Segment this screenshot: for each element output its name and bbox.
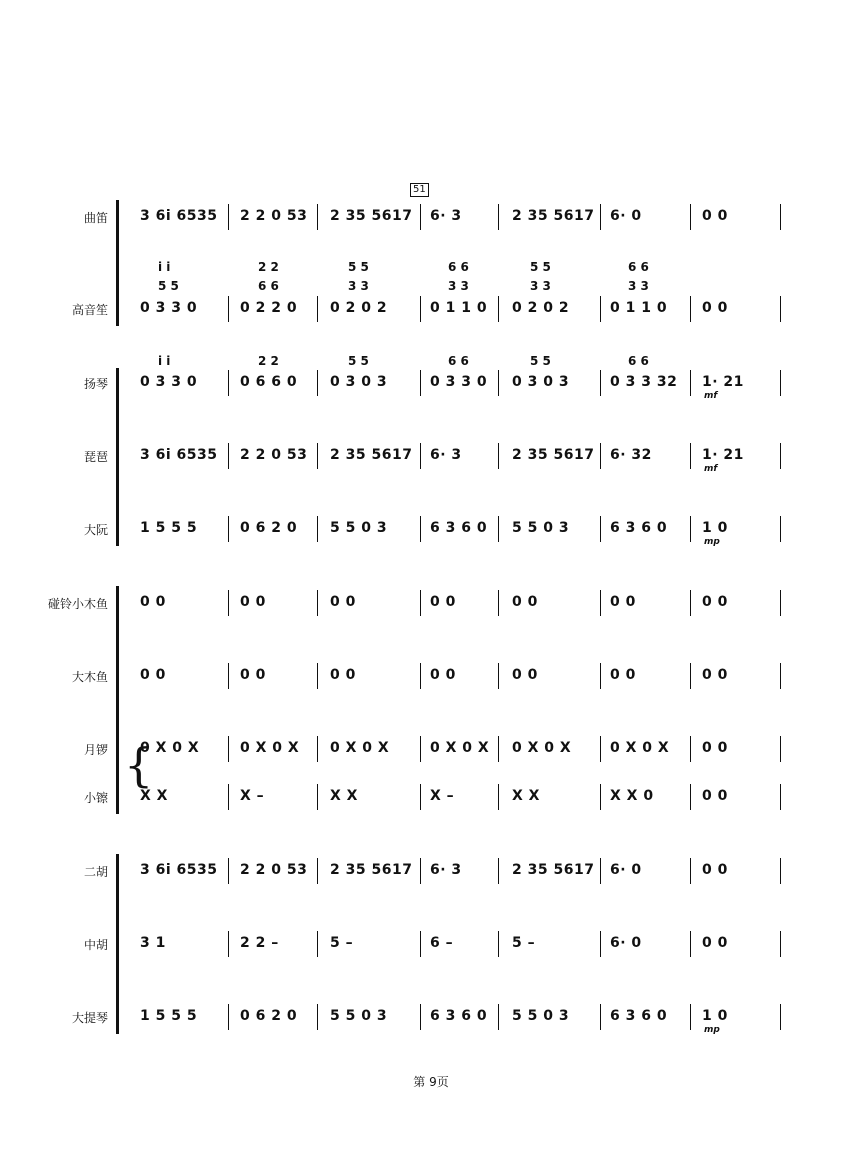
- barline: [690, 443, 691, 469]
- barline: [228, 516, 229, 542]
- barline: [690, 590, 691, 616]
- barline: [317, 590, 318, 616]
- measure-notes: 6 3 6 0: [430, 1008, 488, 1024]
- barline: [600, 443, 601, 469]
- barline: [780, 443, 781, 469]
- measure-notes: 0 0: [240, 667, 266, 683]
- chord-upper-notes: 5 5: [530, 354, 551, 368]
- measure-notes: 6· 3: [430, 447, 462, 463]
- barline: [600, 858, 601, 884]
- chord-upper-notes: 6 6: [628, 354, 649, 368]
- measure-notes: 0 3 3 0: [140, 300, 198, 316]
- measure-notes: 6· 32: [610, 447, 652, 463]
- barline: [690, 931, 691, 957]
- barline: [228, 296, 229, 322]
- chord-upper-notes: 3 3: [348, 279, 369, 293]
- measure-notes: 2 35 5617: [330, 447, 413, 463]
- measure-notes: 0 0: [702, 740, 728, 756]
- barline: [228, 1004, 229, 1030]
- chord-upper-notes: 6 6: [448, 354, 469, 368]
- measure-notes: 0 3 0 3: [512, 374, 570, 390]
- barline: [780, 296, 781, 322]
- instrument-label: 二胡: [83, 865, 108, 879]
- measure-notes: 0 0: [330, 594, 356, 610]
- measure-notes: X X: [140, 788, 168, 804]
- instrument-label: 大阮: [83, 523, 108, 537]
- measure-notes: 5 5 0 3: [330, 520, 388, 536]
- barline: [780, 590, 781, 616]
- barline: [228, 370, 229, 396]
- barline: [228, 204, 229, 230]
- measure-notes: 5 5 0 3: [512, 520, 570, 536]
- barline: [690, 296, 691, 322]
- measure-notes: 0 0: [702, 594, 728, 610]
- barline: [498, 204, 499, 230]
- measure-notes: 0 X 0 X: [140, 740, 200, 756]
- barline: [600, 784, 601, 810]
- measure-notes: 2 2 –: [240, 935, 279, 951]
- gong-cymbal-brace: {: [124, 738, 154, 792]
- barline: [690, 858, 691, 884]
- barline: [600, 516, 601, 542]
- barline: [780, 736, 781, 762]
- measure-notes: 0 X 0 X: [430, 740, 490, 756]
- measure-notes: 0 0: [702, 935, 728, 951]
- measure-notes: 0 3 3 32: [610, 374, 678, 390]
- measure-notes: 1 5 5 5: [140, 1008, 198, 1024]
- measure-notes: 0 X 0 X: [512, 740, 572, 756]
- measure-notes: 2 2 0 53: [240, 208, 308, 224]
- barline: [498, 1004, 499, 1030]
- instrument-label: 月锣: [83, 743, 108, 757]
- measure-notes: 0 1 1 0: [430, 300, 488, 316]
- measure-notes: 0 2 0 2: [330, 300, 388, 316]
- measure-notes: 2 35 5617: [512, 208, 595, 224]
- instrument-label: 琵琶: [83, 450, 108, 464]
- chord-upper-notes: 5 5: [348, 260, 369, 274]
- measure-notes: 5 –: [330, 935, 354, 951]
- chord-upper-notes: 5 5: [158, 279, 179, 293]
- barline: [690, 663, 691, 689]
- measure-notes: 0 6 2 0: [240, 1008, 298, 1024]
- barline: [600, 370, 601, 396]
- barline: [600, 296, 601, 322]
- barline: [420, 663, 421, 689]
- barline: [780, 516, 781, 542]
- barline: [317, 296, 318, 322]
- measure-notes: 0 0: [240, 594, 266, 610]
- percussion-bracket: [116, 586, 119, 814]
- barline: [498, 931, 499, 957]
- barline: [228, 736, 229, 762]
- barline: [690, 204, 691, 230]
- measure-notes: 5 5 0 3: [330, 1008, 388, 1024]
- measure-notes: 2 2 0 53: [240, 447, 308, 463]
- measure-notes: X –: [240, 788, 265, 804]
- measure-notes: 2 35 5617: [512, 447, 595, 463]
- measure-notes: 0 0: [610, 667, 636, 683]
- measure-notes: 6· 3: [430, 862, 462, 878]
- dynamic-mark: mp: [704, 537, 720, 547]
- barline: [498, 443, 499, 469]
- chord-upper-notes: 6 6: [628, 260, 649, 274]
- barline: [498, 736, 499, 762]
- barline: [780, 370, 781, 396]
- page-number: 第 9页: [413, 1075, 449, 1089]
- chord-upper-notes: 5 5: [530, 260, 551, 274]
- barline: [690, 1004, 691, 1030]
- barline: [420, 370, 421, 396]
- measure-notes: 0 X 0 X: [610, 740, 670, 756]
- barline: [228, 858, 229, 884]
- measure-notes: 0 0: [430, 667, 456, 683]
- instrument-label: 碰铃小木鱼: [47, 597, 108, 611]
- barline: [600, 663, 601, 689]
- measure-notes: 3 1: [140, 935, 166, 951]
- measure-notes: 0 0: [512, 667, 538, 683]
- measure-notes: 0 6 2 0: [240, 520, 298, 536]
- chord-upper-notes: 3 3: [530, 279, 551, 293]
- barline: [780, 931, 781, 957]
- chord-upper-notes: 5 5: [348, 354, 369, 368]
- chord-upper-notes: 2 2: [258, 354, 279, 368]
- barline: [228, 443, 229, 469]
- barline: [780, 204, 781, 230]
- measure-notes: 2 35 5617: [330, 208, 413, 224]
- barline: [690, 370, 691, 396]
- measure-notes: 2 35 5617: [330, 862, 413, 878]
- barline: [498, 370, 499, 396]
- strings-bracket: [116, 854, 119, 1034]
- barline: [498, 296, 499, 322]
- barline: [600, 204, 601, 230]
- barline: [317, 858, 318, 884]
- barline: [498, 858, 499, 884]
- barline: [317, 516, 318, 542]
- barline: [420, 296, 421, 322]
- measure-notes: 0 0: [330, 667, 356, 683]
- barline: [498, 516, 499, 542]
- barline: [420, 590, 421, 616]
- measure-notes: X X: [330, 788, 358, 804]
- measure-notes: 6 3 6 0: [430, 520, 488, 536]
- measure-notes: 6· 0: [610, 862, 642, 878]
- barline: [420, 1004, 421, 1030]
- barline: [317, 663, 318, 689]
- measure-notes: 6· 0: [610, 208, 642, 224]
- instrument-label: 大木鱼: [71, 670, 108, 684]
- measure-notes: X X: [512, 788, 540, 804]
- barline: [600, 590, 601, 616]
- measure-notes: 0 0: [702, 208, 728, 224]
- barline: [317, 1004, 318, 1030]
- barline: [420, 931, 421, 957]
- barline: [498, 663, 499, 689]
- barline: [228, 784, 229, 810]
- rehearsal-mark: 51: [410, 183, 429, 197]
- instrument-label: 大提琴: [71, 1011, 108, 1025]
- dynamic-mark: mf: [704, 391, 718, 401]
- chord-upper-notes: 3 3: [448, 279, 469, 293]
- chord-upper-notes: 2 2: [258, 260, 279, 274]
- chord-upper-notes: i i: [158, 354, 171, 368]
- measure-notes: X –: [430, 788, 455, 804]
- measure-notes: X X 0: [610, 788, 654, 804]
- barline: [600, 1004, 601, 1030]
- measure-notes: 6· 0: [610, 935, 642, 951]
- chord-upper-notes: 3 3: [628, 279, 649, 293]
- barline: [317, 736, 318, 762]
- measure-notes: 0 2 0 2: [512, 300, 570, 316]
- barline: [690, 736, 691, 762]
- chord-upper-notes: i i: [158, 260, 171, 274]
- measure-notes: 0 0: [702, 788, 728, 804]
- measure-notes: 0 X 0 X: [330, 740, 390, 756]
- measure-notes: 1 5 5 5: [140, 520, 198, 536]
- measure-notes: 0 0: [430, 594, 456, 610]
- barline: [317, 931, 318, 957]
- barline: [690, 516, 691, 542]
- barline: [420, 443, 421, 469]
- measure-notes: 6· 3: [430, 208, 462, 224]
- measure-notes: 6 3 6 0: [610, 1008, 668, 1024]
- measure-notes: 0 0: [512, 594, 538, 610]
- measure-notes: 6 3 6 0: [610, 520, 668, 536]
- measure-notes: 0 0: [702, 300, 728, 316]
- barline: [780, 1004, 781, 1030]
- barline: [317, 204, 318, 230]
- instrument-label: 曲笛: [83, 211, 108, 225]
- measure-notes: 0 6 6 0: [240, 374, 298, 390]
- barline: [317, 443, 318, 469]
- instrument-label: 中胡: [83, 938, 108, 952]
- measure-notes: 0 X 0 X: [240, 740, 300, 756]
- instrument-label: 高音笙: [71, 303, 108, 317]
- plucked-bracket: [116, 368, 119, 546]
- barline: [498, 784, 499, 810]
- measure-notes: 0 3 0 3: [330, 374, 388, 390]
- barline: [420, 858, 421, 884]
- barline: [228, 663, 229, 689]
- measure-notes: 0 0: [702, 862, 728, 878]
- barline: [317, 370, 318, 396]
- dynamic-mark: mp: [704, 1025, 720, 1035]
- barline: [600, 736, 601, 762]
- barline: [228, 590, 229, 616]
- measure-notes: 0 0: [610, 594, 636, 610]
- barline: [780, 663, 781, 689]
- measure-notes: 0 3 3 0: [430, 374, 488, 390]
- measure-notes: 0 0: [702, 667, 728, 683]
- barline: [600, 931, 601, 957]
- barline: [420, 204, 421, 230]
- barline: [228, 931, 229, 957]
- measure-notes: 2 35 5617: [512, 862, 595, 878]
- measure-notes: 1 0: [702, 520, 728, 536]
- measure-notes: 3 6i 6535: [140, 447, 218, 463]
- measure-notes: 2 2 0 53: [240, 862, 308, 878]
- measure-notes: 3 6i 6535: [140, 862, 218, 878]
- measure-notes: 0 1 1 0: [610, 300, 668, 316]
- measure-notes: 0 0: [140, 594, 166, 610]
- instrument-label: 扬琴: [83, 377, 108, 391]
- chord-upper-notes: 6 6: [258, 279, 279, 293]
- measure-notes: 1 0: [702, 1008, 728, 1024]
- measure-notes: 3 6i 6535: [140, 208, 218, 224]
- barline: [420, 516, 421, 542]
- instrument-label: 小镲: [83, 791, 108, 805]
- measure-notes: 5 –: [512, 935, 536, 951]
- barline: [420, 784, 421, 810]
- measure-notes: 0 2 2 0: [240, 300, 298, 316]
- barline: [780, 858, 781, 884]
- dynamic-mark: mf: [704, 464, 718, 474]
- measure-notes: 1· 21: [702, 447, 744, 463]
- measure-notes: 0 3 3 0: [140, 374, 198, 390]
- winds-bracket: [116, 200, 119, 326]
- barline: [780, 784, 781, 810]
- measure-notes: 6 –: [430, 935, 454, 951]
- barline: [317, 784, 318, 810]
- barline: [498, 590, 499, 616]
- barline: [690, 784, 691, 810]
- chord-upper-notes: 6 6: [448, 260, 469, 274]
- measure-notes: 0 0: [140, 667, 166, 683]
- measure-notes: 5 5 0 3: [512, 1008, 570, 1024]
- barline: [420, 736, 421, 762]
- measure-notes: 1· 21: [702, 374, 744, 390]
